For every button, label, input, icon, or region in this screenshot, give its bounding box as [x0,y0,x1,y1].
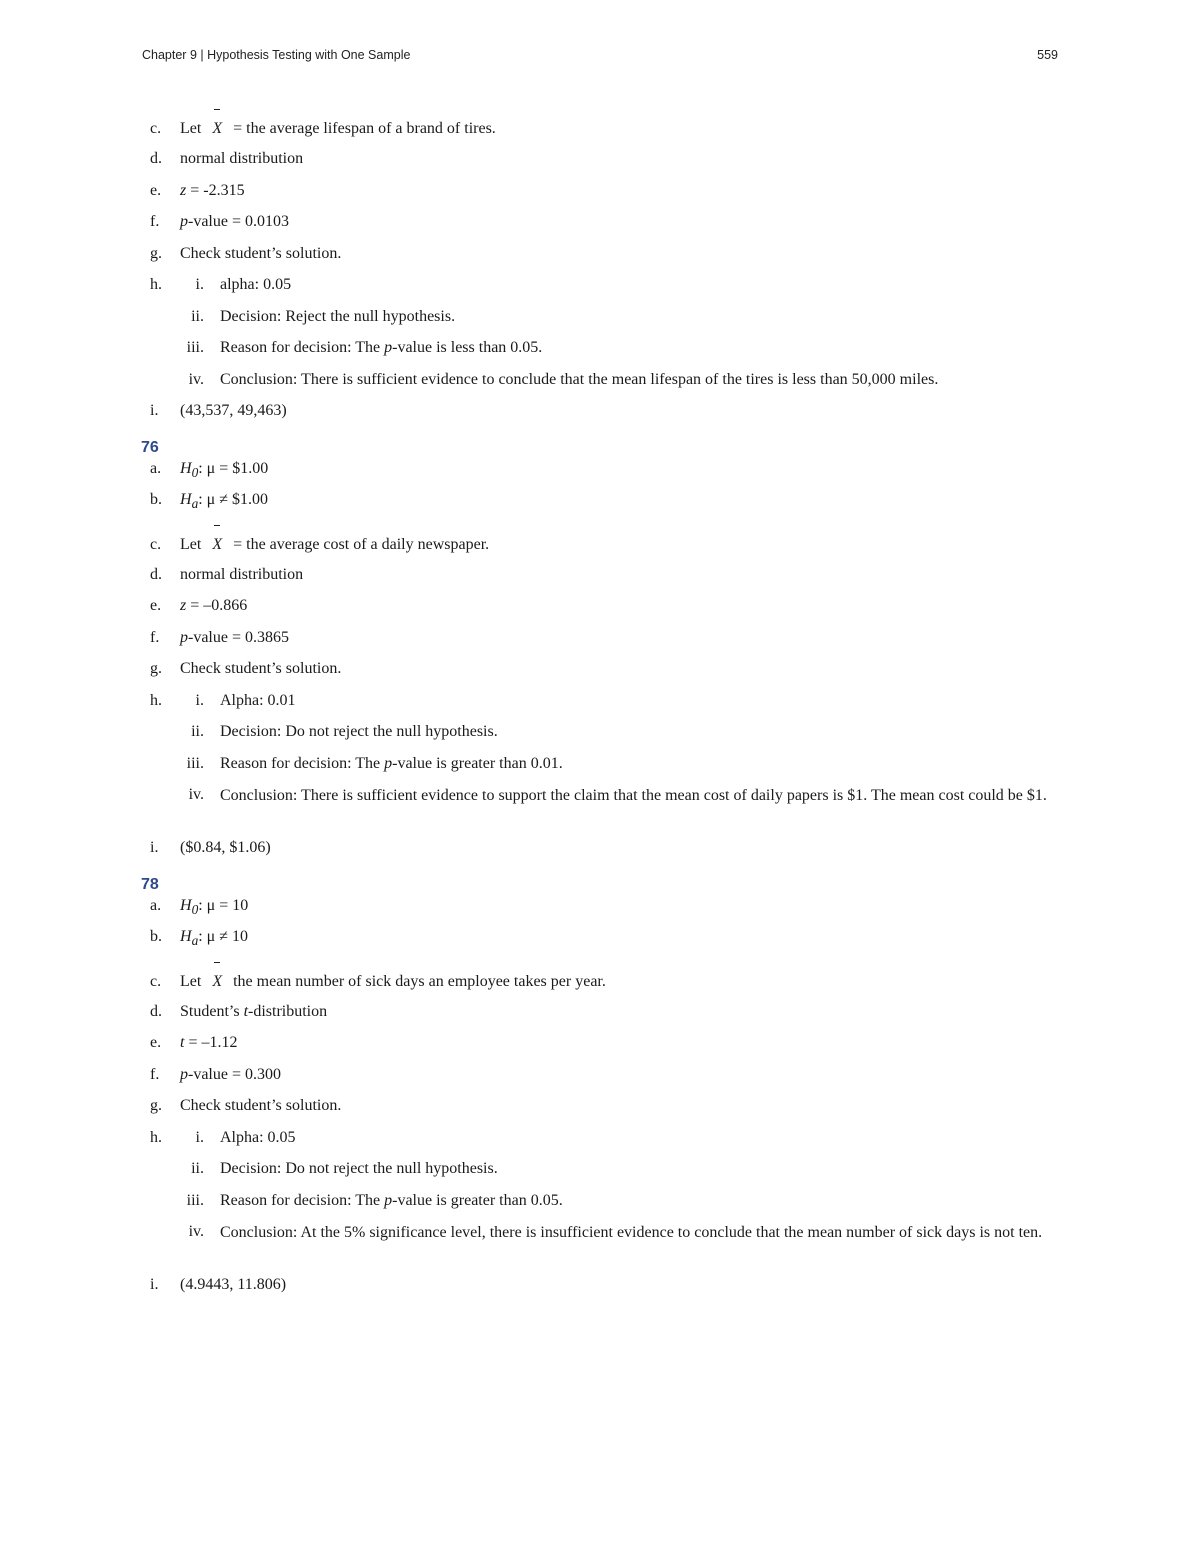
answer-f: f. p-value = 0.0103 [150,213,289,230]
answer-b: b. $H_a$: μ ≠ $1.00 [150,491,269,512]
page-header [142,48,1060,66]
answer-f: f. p-value = 0.300 [150,1065,281,1083]
answer-g: g. Check student’s solution. [150,660,342,677]
answer-h-ii: ii. Decision: Do not reject the null hypothesis. [191,723,498,740]
x-bar-symbol: X [209,535,225,555]
answer-h-iii: iii. Reason for decision: The p-value is greater than 0.05. [186,1191,563,1209]
answer-h-i: h. i. alpha: 0.05 [150,276,292,293]
answer-i: i. (43,537, 49,463) [150,402,287,419]
answer-e: e. z = -2.315 [150,181,245,199]
answer-b: b. $H_a$: μ ≠ 10 [150,928,249,949]
exercise-number-78: 78 [141,875,159,893]
answer-d: d. normal distribution [150,150,304,167]
answer-i: i. ($0.84, $1.06) [150,839,271,856]
exercise-number-76: 76 [141,438,159,456]
answer-g: g. Check student’s solution. [150,1097,342,1114]
answer-h-i: h. i. Alpha: 0.05 [150,1128,296,1146]
answer-d: d. Student’s t-distribution [150,1002,328,1020]
answer-h-ii: ii. Decision: Reject the null hypothesis. [191,307,456,325]
answer-h-iv: iv. Conclusion: There is sufficient evidence to support the claim that the mean cost of daily papers is $1. The mean cost could be $1. [188,786,1047,804]
answer-i: i. (4.9443, 11.806) [150,1276,287,1293]
answer-h-iv: iv. Conclusion: At the 5% significance level, there is insufficient evidence to conclude that the mean number of sick days is not ten. [188,1223,1043,1241]
chapter-title: Chapter 9 | Hypothesis Testing with One Sample [142,48,411,62]
answer-h-i: h. i. Alpha: 0.01 [150,691,296,709]
answer-h-iv: iv. Conclusion: There is sufficient evidence to conclude that the mean lifespan of the tires is less than 50,000 miles. [188,370,939,388]
answer-h-iii: iii. Reason for decision: The p-value is less than 0.05. [186,339,543,356]
answer-f: f. p-value = 0.3865 [150,628,289,646]
answer-a: a. $H_0$: μ = 10 [150,896,249,917]
answer-h-iii: iii. Reason for decision: The p-value is greater than 0.01. [186,754,563,772]
answer-c: c. Let X the mean number of sick days an employee takes per year. [150,972,606,990]
answer-a: a. $H_0$: μ = $1.00 [150,459,269,480]
answer-e: e. z = –0.866 [150,597,248,614]
page-number: 559 [1037,48,1058,62]
answer-d: d. normal distribution [150,565,304,583]
x-bar-symbol: X [209,972,225,992]
answer-c: c. Let X = the average cost of a daily newspaper. [150,535,490,553]
answer-c: c. Let X = the average lifespan of a brand of tires. [150,120,496,137]
answer-g: g. Check student’s solution. [150,244,342,262]
x-bar-symbol: X [209,119,225,139]
answer-e: e. t = –1.12 [150,1034,238,1051]
answer-h-ii: ii. Decision: Do not reject the null hypothesis. [191,1160,498,1177]
solutions-content [142,100,1062,1301]
